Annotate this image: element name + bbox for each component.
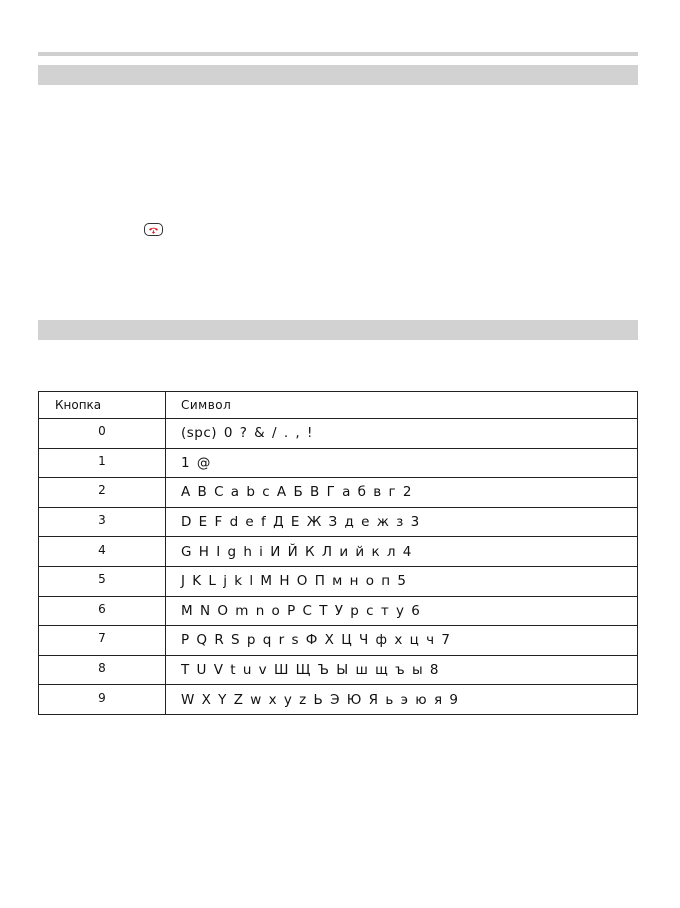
row-key: 2: [39, 478, 166, 508]
table-row: [39, 448, 638, 478]
row-symbols: (spc) 0 ? & / . , !: [166, 419, 638, 449]
row-symbols: 1 @: [166, 448, 638, 478]
row-symbols: J K L j k l М Н О П м н о п 5: [166, 566, 638, 596]
key-symbol-table: [38, 391, 638, 715]
table-row: [39, 685, 638, 715]
row-key: 9: [39, 685, 166, 715]
section-header-band-1: [38, 65, 638, 85]
table-header-row: [39, 392, 638, 419]
row-symbols: P Q R S p q r s Ф Х Ц Ч ф х ц ч 7: [166, 626, 638, 656]
end-call-icon: [144, 223, 163, 236]
table-row: [39, 655, 638, 685]
table-row: [39, 537, 638, 567]
row-symbols: A B C a b c А Б В Г а б в г 2: [166, 478, 638, 508]
table-row: [39, 566, 638, 596]
row-symbols: D E F d e f Д Е Ж З д е ж з 3: [166, 507, 638, 537]
row-symbols: T U V t u v Ш Щ Ъ Ы ш щ ъ ы 8: [166, 655, 638, 685]
row-key: 6: [39, 596, 166, 626]
row-symbols: W X Y Z w x y z Ь Э Ю Я ь э ю я 9: [166, 685, 638, 715]
table-row: [39, 419, 638, 449]
table-row: [39, 596, 638, 626]
header-key: Кнопка: [39, 392, 166, 419]
row-key: 7: [39, 626, 166, 656]
row-symbols: M N O m n o Р С Т У р с т у 6: [166, 596, 638, 626]
table-row: [39, 626, 638, 656]
row-key: 0: [39, 419, 166, 449]
top-rule: [38, 52, 638, 56]
row-key: 3: [39, 507, 166, 537]
table-row: [39, 478, 638, 508]
section-header-band-2: [38, 320, 638, 340]
row-key: 1: [39, 448, 166, 478]
row-key: 4: [39, 537, 166, 567]
header-symbol: Символ: [166, 392, 638, 419]
row-key: 8: [39, 655, 166, 685]
table-row: [39, 507, 638, 537]
row-key: 5: [39, 566, 166, 596]
row-symbols: G H I g h i И Й К Л и й к л 4: [166, 537, 638, 567]
